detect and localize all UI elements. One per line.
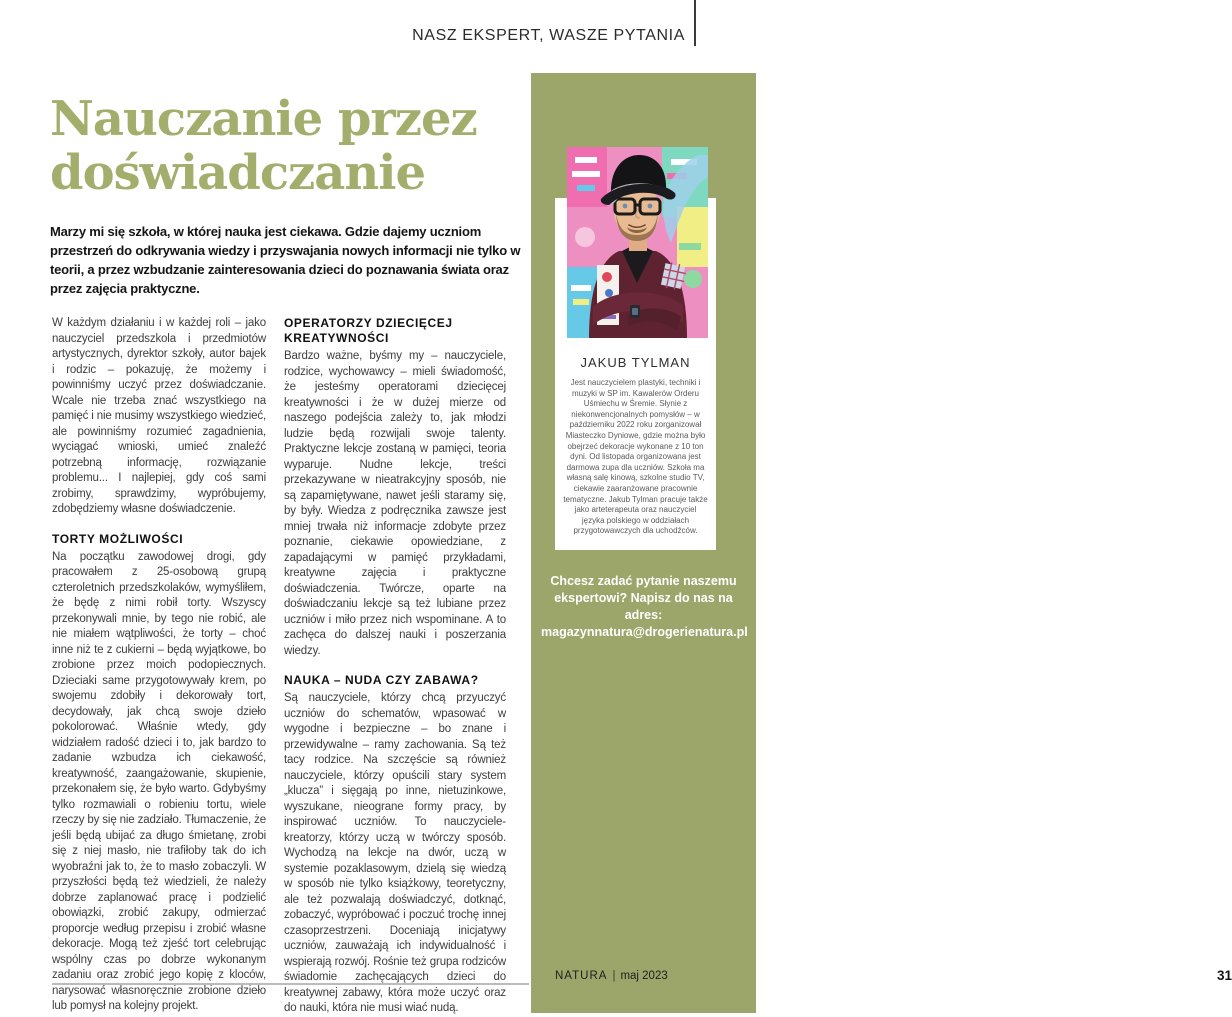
article-column-2 — [284, 316, 506, 1017]
section-heading-torty: TORTY MOŻLIWOŚCI — [52, 531, 184, 546]
section-heading-nauka: NAUKA – NUDA CZY ZABAWA? — [284, 673, 479, 687]
expert-sidebar — [531, 73, 1232, 1013]
expert-bio-text: Jest nauczycielem plastyki, techniki i muzyki w SP im. Kawalerów Orderu Uśmiechu w Śremie. Słynie z niekonwencjonalnych pomysłów – w październiku 2022 roku zorganizował Miasteczko Dyniowe, gdzie można było obejrzeć dekoracje wykonane z 10 ton dyni. Od listopada organizowana jest darmowa zupa dla uczniów. Szkoła ma własną salę kinową, szkolne studio TV, ciekawie zaaranżowane pracownie tematyczne. Jakub Tylman pracuje także jako arteterapeuta oraz nauczyciel języka polskiego w oddziałach przygotowawczych dla uchodźców. — [563, 378, 708, 536]
page-title — [50, 92, 530, 200]
expert-name: JAKUB TYLMAN — [580, 355, 691, 370]
contact-text: Chcesz zadać pytanie naszemu ekspertowi? Napisz do nas na adres: — [550, 574, 737, 622]
kicker-divider-rule — [694, 0, 696, 46]
magazine-name: NATURA — [555, 970, 608, 982]
article-column-1 — [52, 316, 266, 1015]
page-number: 31 — [1217, 968, 1232, 983]
page-title-line1: Nauczanie przez — [50, 91, 477, 147]
footer-separator: | — [612, 970, 616, 982]
magazine-issue: maj 2023 — [620, 970, 668, 982]
paragraph-operatorzy: Bardzo ważne, byśmy my – nauczyciele, rodzice, wychowawcy – mieli świadomość, że jesteśmy operatorami dziecięcej kreatywności i że w dużej mierze od naszego podejścia zależy to, jak młodzi ludzie będą rozwijali swoje talenty. Praktyczne lekcje zostaną w pamięci, teoria wyparuje. Nudne lekcje, treści przekazywane w nieatrakcyjny sposób, nie są zapamiętywane, nawet jeśli staramy się, by były. Wiedza z podręcznika zawsze jest mniej trwała niż informacje zdobyte przez poznanie, ciekawie opowiedziane, z zapadającymi w pamięć przykładami, kreatywne zajęcia i praktyczne doświadczenia. Twórcze, oparte na doświadczaniu lekcje są też lubiane przez uczniów i miło przez nich wspominane. A to zachęca do dalszej nauki i poszerzania wiedzy. — [284, 350, 506, 657]
article-lead: Marzy mi się szkoła, w której nauka jest ciekawa. Gdzie dajemy uczniom przestrzeń do odkrywania wiedzy i przyswajania nowych informacji nie tylko w teorii, a przez wzbudzanie zainteresowania dzieci do poznawania świata oraz przez zajęcia praktyczne. — [50, 224, 521, 296]
contact-email: magazynnatura@drogerienatura.pl — [541, 625, 748, 639]
page-title-line2: doświadczanie — [50, 145, 426, 201]
paragraph-nauka: Są nauczyciele, którzy chcą przyuczyć uczniów do schematów, wpasować w wygodne i bezpieczne – bo znane i przewidywalne – ramy zachowania. Są też tacy rodzice. Na szczęście są również nauczyciele, którzy opuścili stary system „klucza” i sięgają po inne, nietuzinkowe, wyszukane, nieograne formy pracy, by inspirować uczniów. To nauczyciele-kreatorzy, którzy uczą w twórczy sposób. Wychodzą na lekcje na dwór, uczą w systemie pozaklasowym, dzielą się wiedzą w sposób nie tylko książkowy, teoretyczny, ale też pozwalają doświadczyć, dotknąć, zobaczyć, wypróbować i poczuć trochę innej czasoprzestrzeni. Doceniają inicjatywy uczniów, zauważają ich indywidualność i wspierają rozwój. Rośnie też grupa rodziców świadomie zachęcających dzieci do kreatywnej zabawy, która może uczyć oraz do nauki, która nie musi wiać nudą. — [284, 692, 506, 1014]
paragraph-intro-role: W każdym działaniu i w każdej roli – jako nauczyciel przedszkola i przedmiotów artystycznych, dyrektor szkoły, autor bajek i rodzic – pokazuję, że możemy i powinniśmy uczyć przez doświadczanie. Wcale nie trzeba znać wszystkiego na pamięć i nie musimy wszystkiego wiedzieć, ale powinniśmy rozumieć zagadnienia, wyciągać wnioski, umieć znaleźć potrzebną informację, rozwiązanie problemu... I najlepiej, gdy coś sami zrobimy, sprawdzimy, wypróbujemy, zdobędziemy własne doświadczenie. — [52, 317, 266, 515]
magazine-footer — [555, 970, 698, 982]
section-heading-operatorzy: OPERATORZY DZIECIĘCEJ KREATYWNOŚCI — [284, 316, 453, 345]
expert-photo — [567, 147, 708, 338]
section-kicker: NASZ EKSPERT, WASZE PYTANIA — [412, 27, 685, 44]
footer-rule — [52, 983, 529, 985]
contact-callout — [541, 573, 746, 641]
paragraph-torty: Na początku zawodowej drogi, gdy pracowałem z 25-osobową grupą czteroletnich przedszkolaków, wymyśliłem, że będę z nimi robił torty. Wszyscy przekonywali mnie, by tego nie robić, ale nie miałem wątpliwości, że torty – choć inne niż te z cukierni – będą wyjątkowe, bo zrobione przez moich podopiecznych. Dzieciaki same przygotowywały krem, po swojemu zdobiły i dekorowały tort, decydowały, jak chcą swoje dzieło pokolorować. Właśnie wtedy, gdy widziałem radość dzieci i to, jak bardzo to zadanie wzbudza ich ciekawość, kreatywność, zaangażowanie, skupienie, przekonałem się, że było warto. Gdybyśmy tylko rozmawiali o robieniu tortu, wiele rzeczy by się nie zadziało. Tłumaczenie, że jeśli będą ubijać za długo śmietanę, zrobi się z niej masło, nie trafiłoby tak do ich wyobraźni jak to, że to masło zobaczyli. W przyszłości będą też wiedzieli, że należy dobrze zaplanować pracę i podzielić obowiązki, zrobić zakupy, odmierzać proporcje według przepisu i zrobić własne dekoracje. Mogą też zjeść tort celebrując wspólny czas po dobrze wykonanym zadaniu oraz zrobić jego kopię z kloców, narysować własnoręcznie zrobione dzieło lub pomysł na kolejny projekt. — [52, 550, 266, 1012]
